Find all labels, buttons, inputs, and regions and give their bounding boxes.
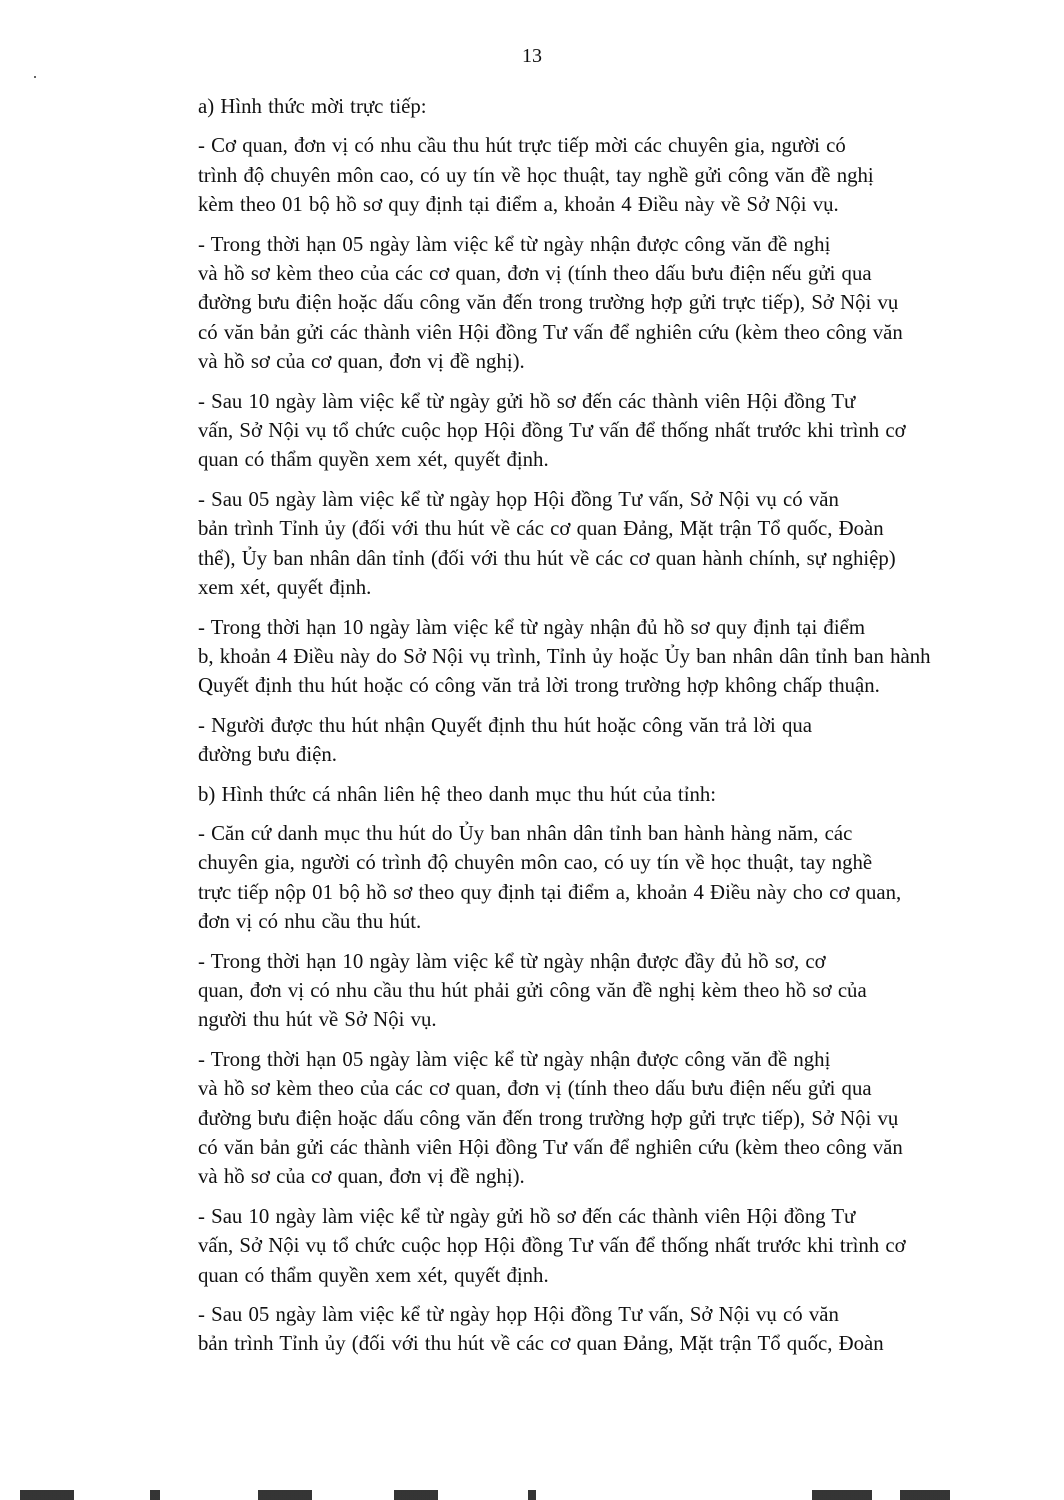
text-line: - Trong thời hạn 05 ngày làm việc kể từ ngày nhận được công văn đề nghị [198, 1047, 831, 1071]
text-line: đường bưu điện hoặc dấu công văn đến trong trường hợp gửi trực tiếp), Sở Nội vụ [198, 291, 899, 315]
text-line: trực tiếp nộp 01 bộ hồ sơ theo quy định tại điểm a, khoản 4 Điều này cho cơ quan, [198, 880, 902, 904]
text-line: quan có thẩm quyền xem xét, quyết định. [198, 448, 549, 472]
text-line: có văn bản gửi các thành viên Hội đồng Tư vấn để nghiên cứu (kèm theo công văn [198, 1136, 903, 1159]
scan-edge-marks [0, 1490, 1064, 1500]
text-line: b, khoản 4 Điều này do Sở Nội vụ trình, Tỉnh ủy hoặc Ủy ban nhân dân tỉnh ban hành [198, 644, 931, 668]
text-line: bản trình Tỉnh ủy (đối với thu hút về các cơ quan Đảng, Mặt trận Tổ quốc, Đoàn [198, 1332, 884, 1356]
text-line: - Trong thời hạn 10 ngày làm việc kể từ ngày nhận được đầy đủ hồ sơ, cơ [198, 949, 826, 973]
text-line: và hồ sơ của cơ quan, đơn vị đề nghị). [198, 350, 525, 374]
paragraph-b-1 [138, 819, 980, 937]
text-line: quan, đơn vị có nhu cầu thu hút phải gửi công văn đề nghị kèm theo hồ sơ của [198, 978, 867, 1002]
text-line: bản trình Tỉnh ủy (đối với thu hút về các cơ quan Đảng, Mặt trận Tổ quốc, Đoàn [198, 517, 884, 541]
text-line: đơn vị có nhu cầu thu hút. [198, 910, 422, 934]
paragraph-section-b-heading [138, 780, 980, 809]
paragraph-a-5 [138, 613, 980, 701]
paragraph-b-3 [138, 1045, 980, 1192]
paragraph-a-2 [138, 230, 980, 377]
text-line: và hồ sơ kèm theo của các cơ quan, đơn vị (tính theo dấu bưu điện nếu gửi qua [198, 1077, 872, 1101]
text-line: vấn, Sở Nội vụ tổ chức cuộc họp Hội đồng Tư vấn để thống nhất trước khi trình cơ [198, 419, 906, 443]
paragraph-a-6 [138, 711, 980, 770]
text-line: vấn, Sở Nội vụ tổ chức cuộc họp Hội đồng Tư vấn để thống nhất trước khi trình cơ [198, 1234, 906, 1258]
text-line: thể), Ủy ban nhân dân tỉnh (đối với thu hút về các cơ quan hành chính, sự nghiệp) [198, 546, 896, 570]
text-line: đường bưu điện. [198, 743, 337, 767]
text-line: - Trong thời hạn 05 ngày làm việc kể từ ngày nhận được công văn đề nghị [198, 232, 831, 256]
text-line: đường bưu điện hoặc dấu công văn đến trong trường hợp gửi trực tiếp), Sở Nội vụ [198, 1106, 899, 1130]
scan-speck [34, 76, 36, 78]
text-line: a) Hình thức mời trực tiếp: [198, 95, 427, 118]
text-line: - Trong thời hạn 10 ngày làm việc kể từ ngày nhận đủ hồ sơ quy định tại điểm [198, 615, 866, 639]
text-line: trình độ chuyên môn cao, có uy tín về học thuật, tay nghề gửi công văn đề nghị [198, 163, 874, 187]
text-line: - Cơ quan, đơn vị có nhu cầu thu hút trực tiếp mời các chuyên gia, người có [198, 134, 846, 158]
text-line: - Sau 10 ngày làm việc kể từ ngày gửi hồ sơ đến các thành viên Hội đồng Tư [198, 389, 856, 413]
text-line: - Căn cứ danh mục thu hút do Ủy ban nhân dân tỉnh ban hành hàng năm, các [198, 821, 853, 845]
paragraph-a-3 [138, 387, 980, 475]
text-line: - Sau 05 ngày làm việc kể từ ngày họp Hội đồng Tư vấn, Sở Nội vụ có văn [198, 1303, 839, 1327]
text-line: quan có thẩm quyền xem xét, quyết định. [198, 1263, 549, 1287]
text-line: b) Hình thức cá nhân liên hệ theo danh mục thu hút của tỉnh: [198, 782, 717, 806]
text-line: và hồ sơ của cơ quan, đơn vị đề nghị). [198, 1165, 525, 1189]
paragraph-section-a-heading [138, 92, 980, 121]
text-line: người thu hút về Sở Nội vụ. [198, 1008, 437, 1032]
text-line: kèm theo 01 bộ hồ sơ quy định tại điểm a, khoản 4 Điều này về Sở Nội vụ. [198, 193, 839, 217]
paragraph-b-5 [138, 1300, 980, 1359]
paragraph-b-2 [138, 947, 980, 1035]
text-line: chuyên gia, người có trình độ chuyên môn cao, có uy tín về học thuật, tay nghề [198, 851, 873, 875]
paragraph-a-4 [138, 485, 980, 603]
text-line: có văn bản gửi các thành viên Hội đồng Tư vấn để nghiên cứu (kèm theo công văn [198, 320, 903, 344]
page-number: 13 [522, 45, 542, 67]
paragraph-b-4 [138, 1202, 980, 1290]
text-line: - Sau 10 ngày làm việc kể từ ngày gửi hồ sơ đến các thành viên Hội đồng Tư [198, 1204, 856, 1228]
text-line: - Sau 05 ngày làm việc kể từ ngày họp Hội đồng Tư vấn, Sở Nội vụ có văn [198, 487, 839, 511]
text-line: - Người được thu hút nhận Quyết định thu hút hoặc công văn trả lời qua [198, 713, 813, 737]
document-body [138, 92, 980, 1369]
text-line: và hồ sơ kèm theo của các cơ quan, đơn vị (tính theo dấu bưu điện nếu gửi qua [198, 262, 872, 286]
paragraph-a-1 [138, 131, 980, 219]
text-line: xem xét, quyết định. [198, 576, 372, 600]
text-line: Quyết định thu hút hoặc có công văn trả lời trong trường hợp không chấp thuận. [198, 674, 880, 698]
